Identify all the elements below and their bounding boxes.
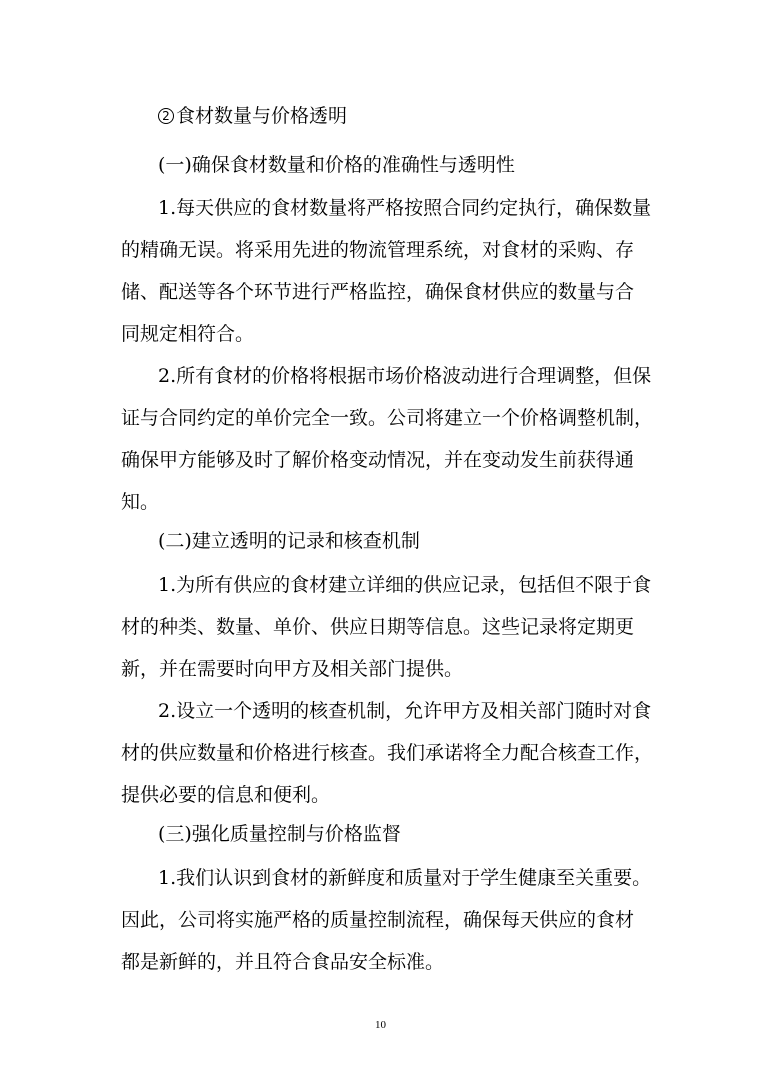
paragraph-line: 提供必要的信息和便利。 xyxy=(121,784,331,806)
paragraph-line: 知。 xyxy=(121,491,160,513)
paragraph-line: 1.我们认识到食材的新鲜度和质量对于学生健康至关重要。 xyxy=(158,867,652,889)
circled-number: 2 xyxy=(158,108,174,124)
paragraph-line: 证与合同约定的单价完全一致。公司将建立一个价格调整机制， xyxy=(121,407,654,429)
paragraph-line: 1.每天供应的食材数量将严格按照合同约定执行，确保数量 xyxy=(158,197,652,219)
paragraph-line: 1.为所有供应的食材建立详细的供应记录，包括但不限于食 xyxy=(158,574,652,596)
paragraph-line: 都是新鲜的，并且符合食品安全标准。 xyxy=(121,951,445,973)
paragraph-line: 2.设立一个透明的核查机制，允许甲方及相关部门随时对食 xyxy=(158,700,652,722)
paragraph-line: 储、配送等各个环节进行严格监控，确保食材供应的数量与合 xyxy=(121,281,635,303)
subheading-3: (三)强化质量控制与价格监督 xyxy=(158,823,401,845)
paragraph-line: 的精确无误。将采用先进的物流管理系统，对食材的采购、存 xyxy=(121,239,635,261)
subheading-1: (一)确保食材数量和价格的准确性与透明性 xyxy=(158,154,515,176)
section-heading xyxy=(158,103,347,129)
paragraph-line: 材的种类、数量、单价、供应日期等信息。这些记录将定期更 xyxy=(121,616,635,638)
paragraph-line: 材的供应数量和价格进行核查。我们承诺将全力配合核查工作， xyxy=(121,742,654,764)
page-number: 10 xyxy=(375,1019,386,1031)
paragraph-line: 同规定相符合。 xyxy=(121,323,255,345)
paragraph-line: 确保甲方能够及时了解价格变动情况，并在变动发生前获得通 xyxy=(121,449,635,471)
subheading-2: (二)建立透明的记录和核查机制 xyxy=(158,530,420,552)
paragraph-line: 新，并在需要时向甲方及相关部门提供。 xyxy=(121,658,464,680)
section-title: 食材数量与价格透明 xyxy=(176,105,348,127)
paragraph-line: 2.所有食材的价格将根据市场价格波动进行合理调整，但保 xyxy=(158,365,652,387)
paragraph-line: 因此，公司将实施严格的质量控制流程，确保每天供应的食材 xyxy=(121,909,635,931)
